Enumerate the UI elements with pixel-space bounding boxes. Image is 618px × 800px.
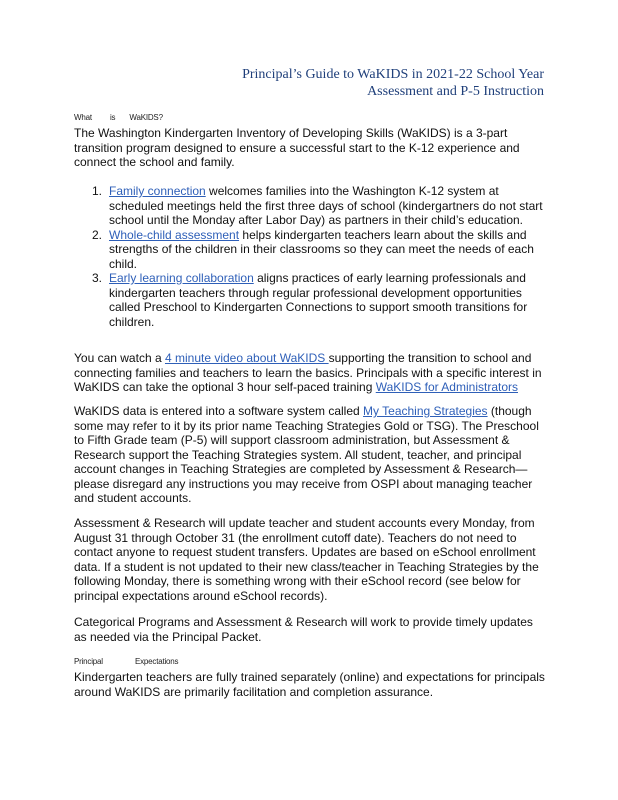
list-item: 1. Family connection welcomes families into the Washington K-12 system at scheduled meetings held the first three days of school (kindergartners do not start school until the Monday after Labor Day) as partners in their child’s education. [92, 184, 543, 227]
what-heading-word-3: WaKIDS? [129, 113, 163, 122]
principal-expectations-heading [74, 657, 178, 666]
principal-heading-word-1: Principal [74, 657, 103, 666]
categorical-programs-paragraph: Categorical Programs and Assessment & Research will work to provide timely updates as needed via the Principal Packet. [74, 615, 533, 644]
video-link[interactable]: 4 minute video about WaKIDS [164, 351, 329, 365]
list-item: 3. Early learning collaboration aligns practices of early learning professionals and kindergarten teachers through regular professional development opportunities called Preschool to Kindergarten Connections to support smooth transitions for children. [92, 271, 528, 329]
account-update-paragraph: Assessment & Research will update teacher and student accounts every Monday, from August 31 through October 31 (the enrollment cutoff date). Teachers do not need to contact anyone to request student transfers. Updates are based on eSchool enrollment data. If a student is not updated to their new class/teacher in Teaching Strategies by the following Monday, there is something wrong with their eSchool record (see below for principal expectations around eSchool records). [74, 516, 539, 603]
wakids-administrators-link[interactable]: WaKIDS for Administrators [375, 380, 518, 394]
principal-expectations-paragraph: Kindergarten teachers are fully trained separately (online) and expectations for principals around WaKIDS are primarily facilitation and completion assurance. [74, 670, 545, 699]
my-teaching-strategies-link[interactable]: My Teaching Strategies [363, 404, 488, 418]
early-learning-collaboration-link[interactable]: Early learning collaboration [109, 271, 254, 285]
wakids-components-list [74, 184, 546, 329]
intro-paragraph: The Washington Kindergarten Inventory of Developing Skills (WaKIDS) is a 3-part transition program designed to ensure a successful start to the K-12 experience and connect the school and family. [74, 126, 520, 169]
list-item: 2. Whole-child assessment helps kindergarten teachers learn about the skills and strengths of the children in their classrooms so they can meet the needs of each child. [92, 227, 534, 271]
data-system-paragraph: WaKIDS data is entered into a software system called My Teaching Strategies (though some may refer to it by its prior name Teaching Strategies Gold or TSG). The Preschool to Fifth Grade team (P-5) will support classroom administration, but Assessment & Research support the Teaching Strategies system. All student, teacher, and principal account changes in Teaching Strategies are completed by Assessment & Research—please disregard any instructions you may receive from OSPI about managing teacher and student accounts. [74, 404, 539, 505]
what-is-wakids-heading [74, 113, 163, 122]
principal-heading-word-2: Expectations [134, 657, 179, 666]
title-line-1: Principal’s Guide to WaKIDS in 2021-22 School Year [242, 67, 544, 82]
family-connection-link[interactable]: Family connection [109, 184, 206, 198]
document-title [242, 66, 544, 100]
whole-child-assessment-link[interactable]: Whole-child assessment [109, 227, 240, 242]
what-heading-word-2: is [109, 113, 116, 122]
title-line-2: Assessment and P-5 Instruction [367, 84, 544, 99]
what-heading-word-1: What [74, 113, 92, 122]
video-paragraph: You can watch a 4 minute video about WaKIDS supporting the transition to school and connecting families and teachers to learn the basics. Principals with a specific interest in WaKIDS can take the optional 3 hour self-paced training WaKIDS for Administrators [74, 351, 542, 394]
